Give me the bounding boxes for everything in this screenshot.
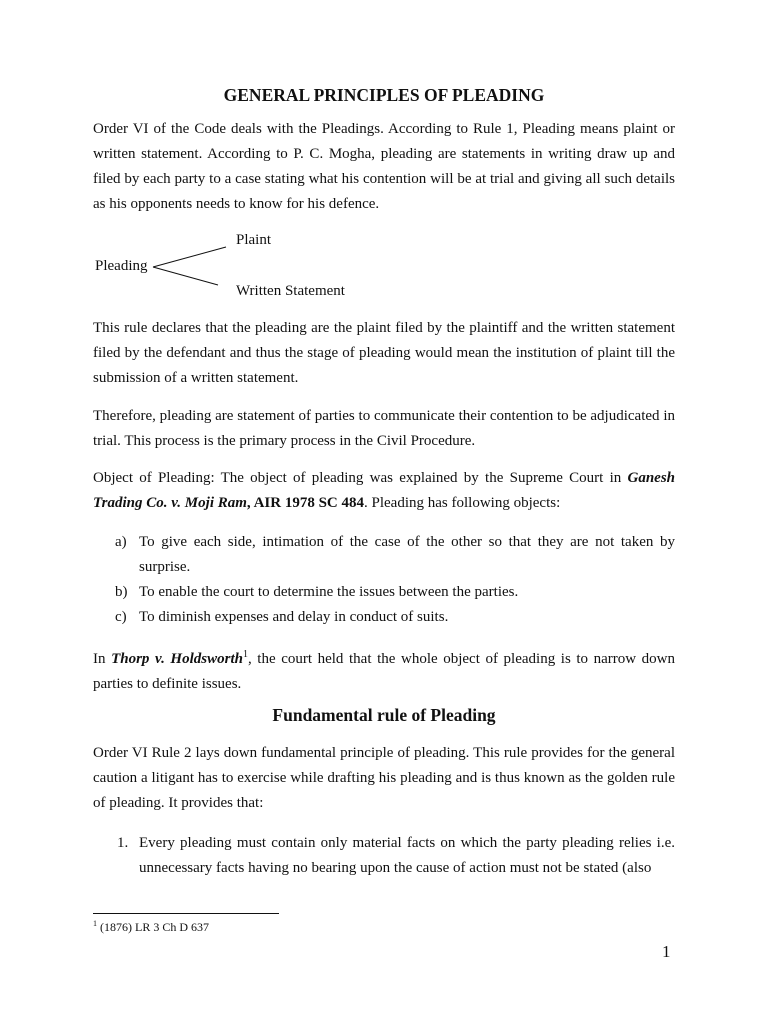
list-item-text: To diminish expenses and delay in conduct of suits. (139, 609, 449, 625)
footnote-marker: 1 (93, 919, 97, 928)
list-item (93, 580, 675, 605)
list-marker: c) (115, 609, 127, 625)
diagram-root-label: Pleading (95, 258, 148, 274)
thorp-text-b: , the court held that the whole object of pleading is to narrow down parties to definite issues. (93, 651, 675, 692)
intro-paragraph: Order VI of the Code deals with the Pleadings. According to Rule 1, Pleading means plaint or written statement. According to P. C. Mogha, pleading are statements in writing draw up and filed by each party to a case stating what his contention will be at trial and giving all such details as his opponents needs to know for his defence. (93, 121, 675, 212)
list-item-text: To enable the court to determine the issues between the parties. (139, 584, 519, 600)
list-marker: b) (115, 584, 128, 600)
case-name-thorp: Thorp v. Holdsworth (111, 651, 243, 667)
footnote-reference[interactable]: 1 (242, 649, 248, 660)
fundamental-rule-paragraph: Order VI Rule 2 lays down fundamental principle of pleading. This rule provides for the general caution a litigant has to exercise while drafting his pleading and is thus known as the golden rule of pleading. It provides that: (93, 745, 675, 811)
therefore-paragraph: Therefore, pleading are statement of parties to communicate their contention to be adjudicated in trial. This process is the primary process in the Civil Procedure. (93, 408, 675, 449)
branch-line-top (153, 247, 226, 267)
thorp-text-a: In (93, 651, 112, 667)
diagram-written-statement-label: Written Statement (236, 283, 345, 299)
thorp-paragraph (93, 642, 675, 697)
footnote-text: (1876) LR 3 Ch D 637 (97, 920, 209, 934)
list-item (93, 530, 675, 580)
list-item-text: To give each side, intimation of the case of the other so that they are not taken by surprise. (139, 534, 675, 575)
pleading-diagram (93, 228, 393, 303)
section-heading: Fundamental rule of Pleading (272, 705, 496, 725)
case-citation: , AIR 1978 SC 484 (246, 495, 365, 511)
case-name-ganesh: Ganesh Trading Co. v. Moji Ram (93, 470, 675, 511)
object-text-a: Object of Pleading: The object of pleading was explained by the Supreme Court in (93, 470, 628, 486)
objects-list (93, 530, 675, 630)
rules-list (93, 831, 675, 881)
list-marker: 1. (117, 835, 129, 851)
list-item (93, 605, 675, 630)
footnote-divider (93, 913, 279, 914)
rule-declaration-paragraph: This rule declares that the pleading are the plaint filed by the plaintiff and the written statement filed by the defendant and thus the stage of pleading would mean the institution of plaint till the submission of a written statement. (93, 320, 675, 386)
page-title: GENERAL PRINCIPLES OF PLEADING (223, 85, 545, 105)
footnote (93, 919, 209, 935)
page-number: 1 (662, 942, 671, 961)
branch-line-bottom (153, 267, 218, 285)
object-of-pleading-paragraph (93, 466, 675, 516)
list-item-text: Every pleading must contain only material facts on which the party pleading relies i.e. unnecessary facts having no bearing upon the cause of action must not be stated (also (139, 835, 675, 876)
list-item (93, 831, 675, 881)
list-marker: a) (115, 534, 127, 550)
object-text-b: . Pleading has following objects: (364, 495, 561, 511)
diagram-plaint-label: Plaint (236, 232, 272, 248)
